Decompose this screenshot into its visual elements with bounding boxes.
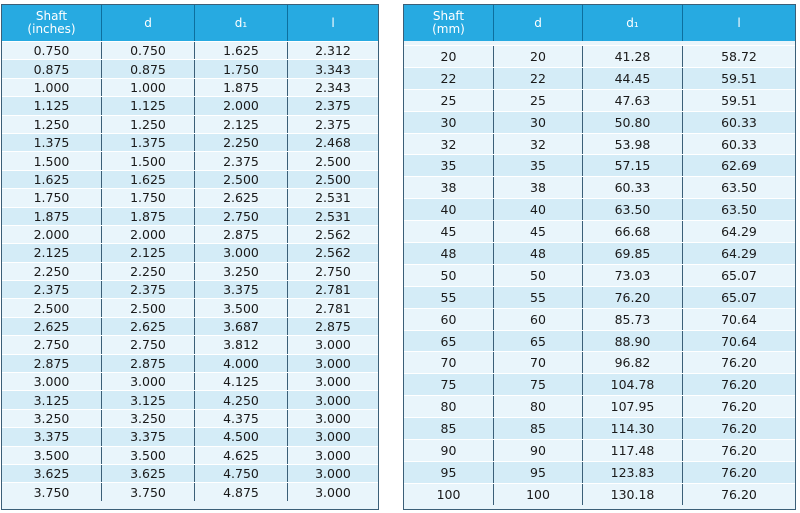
table-row (2, 170, 378, 188)
table-row (2, 207, 378, 225)
table-header (404, 5, 795, 41)
table-cell: 40 (404, 199, 494, 220)
table-row (2, 280, 378, 298)
table-row (404, 242, 795, 264)
table-cell: 3.250 (2, 410, 102, 427)
table-row (2, 225, 378, 243)
header-cell-d: d (494, 5, 583, 41)
table-cell: 3.000 (315, 392, 351, 408)
table-row (404, 351, 795, 373)
table-cell: 2.125 (2, 244, 102, 261)
table-row (404, 286, 795, 308)
table-cell: 2.625 (102, 318, 195, 335)
table-row (2, 372, 378, 390)
table-row (404, 439, 795, 461)
table-cell: 3.000 (315, 374, 351, 390)
table-cell: 2.875 (102, 355, 195, 372)
table-cell: 66.68 (583, 221, 683, 242)
table-cell: 2.500 (102, 299, 195, 316)
table-cell: 96.82 (583, 352, 683, 373)
table-cell: 45 (404, 221, 494, 242)
table-cell: 2.625 (2, 318, 102, 335)
table-cell: 4.625 (195, 447, 288, 464)
table-cell: 65.07 (721, 267, 757, 283)
table-cell: 20 (494, 46, 583, 67)
table-cell: 1.250 (102, 116, 195, 133)
table-cell: 2.750 (195, 208, 288, 225)
table-cell: 2.500 (195, 171, 288, 188)
table-row (404, 67, 795, 89)
table-cell: 100 (404, 484, 494, 505)
table-cell: 76.20 (721, 399, 757, 415)
table-row (2, 354, 378, 372)
table-cell: 1.750 (102, 189, 195, 206)
table-row (404, 45, 795, 67)
table-cell: 114.30 (583, 418, 683, 439)
table-cell: 2.531 (315, 190, 351, 206)
table-row (404, 198, 795, 220)
table-cell: 3.750 (2, 483, 102, 500)
table-cell: 30 (404, 112, 494, 133)
table-cell: 0.875 (102, 60, 195, 77)
table-cell: 60.33 (721, 114, 757, 130)
table-cell: 3.125 (102, 391, 195, 408)
table-cell: 3.000 (195, 244, 288, 261)
table-cell: 22 (494, 68, 583, 89)
table-cell: 70.64 (721, 333, 757, 349)
table-cell: 1.875 (2, 208, 102, 225)
table-cell: 90 (494, 440, 583, 461)
header-cell-d1: d₁ (195, 5, 288, 41)
table-cell: 2.250 (2, 263, 102, 280)
table-row (2, 317, 378, 335)
table-cell: 48 (404, 243, 494, 264)
table-body (404, 41, 795, 505)
table-cell: 25 (494, 90, 583, 111)
table-cell: 41.28 (583, 46, 683, 67)
table-cell: 1.375 (2, 134, 102, 151)
table-row (2, 59, 378, 77)
table-cell: 3.000 (315, 429, 351, 445)
table-row (404, 176, 795, 198)
table-cell: 2.312 (315, 43, 351, 59)
table-cell: 59.51 (721, 92, 757, 108)
table-cell: 40 (494, 199, 583, 220)
table-row (404, 417, 795, 439)
table-cell: 59.51 (721, 70, 757, 86)
table-cell: 44.45 (583, 68, 683, 89)
table-cell: 3.000 (315, 355, 351, 371)
table-cell: 2.375 (195, 152, 288, 169)
table-cell: 65 (494, 331, 583, 352)
table-cell: 2.531 (315, 208, 351, 224)
table-cell: 90 (404, 440, 494, 461)
table-row (404, 483, 795, 505)
table-cell: 4.875 (195, 483, 288, 500)
table-cell: 60.33 (721, 136, 757, 152)
table-cell: 64.29 (721, 245, 757, 261)
header-cell-l: l (331, 15, 335, 30)
table-cell: 75 (404, 374, 494, 395)
table-row (2, 427, 378, 445)
table-cell: 2.562 (315, 245, 351, 261)
table-cell: 1.625 (102, 171, 195, 188)
table-cell: 2.500 (2, 299, 102, 316)
table-cell: 117.48 (583, 440, 683, 461)
table-cell: 2.250 (195, 134, 288, 151)
table-cell: 60 (404, 309, 494, 330)
table-cell: 35 (404, 155, 494, 176)
table-cell: 73.03 (583, 265, 683, 286)
table-row (2, 298, 378, 316)
table-row (2, 335, 378, 353)
table-cell: 104.78 (583, 374, 683, 395)
table-cell: 3.625 (102, 465, 195, 482)
table-cell: 50 (404, 265, 494, 286)
table-cell: 2.468 (315, 135, 351, 151)
table-cell: 2.500 (315, 171, 351, 187)
table-row (404, 395, 795, 417)
table-cell: 20 (404, 46, 494, 67)
table-row (2, 41, 378, 59)
table-cell: 2.375 (102, 281, 195, 298)
table-cell: 32 (494, 134, 583, 155)
table-cell: 76.20 (721, 377, 757, 393)
header-cell-d1: d₁ (583, 5, 683, 41)
table-cell: 2.375 (2, 281, 102, 298)
table-cell: 3.500 (2, 447, 102, 464)
table-cell: 70.64 (721, 311, 757, 327)
table-cell: 3.343 (315, 61, 351, 77)
table-cell: 2.000 (2, 226, 102, 243)
table-cell: 2.500 (315, 153, 351, 169)
table-cell: 76.20 (721, 355, 757, 371)
table-cell: 1.250 (2, 116, 102, 133)
table-cell: 1.750 (2, 189, 102, 206)
table-row (404, 220, 795, 242)
table-cell: 47.63 (583, 90, 683, 111)
header-cell-l: l (737, 15, 741, 30)
table-cell: 76.20 (721, 464, 757, 480)
table-cell: 2.343 (315, 79, 351, 95)
table-cell: 76.20 (583, 287, 683, 308)
table-cell: 3.375 (102, 428, 195, 445)
header-cell-shaft: Shaft (mm) (404, 5, 494, 41)
table-row (404, 111, 795, 133)
table-cell: 85 (404, 418, 494, 439)
table-cell: 35 (494, 155, 583, 176)
table-cell: 95 (404, 462, 494, 483)
table-cell: 3.375 (2, 428, 102, 445)
table-cell: 1.500 (102, 152, 195, 169)
table-row (404, 308, 795, 330)
table-row (2, 409, 378, 427)
table-cell: 70 (404, 352, 494, 373)
table-cell: 63.50 (721, 180, 757, 196)
table-cell: 64.29 (721, 224, 757, 240)
table-row (2, 482, 378, 500)
table-cell: 1.000 (2, 79, 102, 96)
table-cell: 2.875 (315, 319, 351, 335)
header-cell-shaft: Shaft (inches) (2, 5, 102, 41)
table-cell: 76.20 (721, 486, 757, 502)
table-cell: 2.125 (195, 116, 288, 133)
table-row (404, 133, 795, 155)
table-cell: 100 (494, 484, 583, 505)
table-cell: 1.125 (102, 97, 195, 114)
table-row (2, 464, 378, 482)
table-cell: 1.750 (195, 60, 288, 77)
table-header (2, 5, 378, 41)
table-cell: 3.687 (195, 318, 288, 335)
table-cell: 3.000 (2, 373, 102, 390)
table-cell: 2.562 (315, 227, 351, 243)
table-cell: 3.000 (102, 373, 195, 390)
table-cell: 38 (494, 177, 583, 198)
table-cell: 2.750 (102, 336, 195, 353)
table-cell: 1.625 (195, 42, 288, 59)
table-cell: 60 (494, 309, 583, 330)
table-cell: 63.50 (721, 202, 757, 218)
table-cell: 2.781 (315, 282, 351, 298)
table-cell: 80 (404, 396, 494, 417)
table-cell: 3.000 (315, 447, 351, 463)
table-cell: 76.20 (721, 442, 757, 458)
table-cell: 58.72 (721, 48, 757, 64)
table-cell: 1.875 (102, 208, 195, 225)
table-cell: 65.07 (721, 289, 757, 305)
table-cell: 3.000 (315, 411, 351, 426)
table-cell: 85.73 (583, 309, 683, 330)
table-row (2, 262, 378, 280)
table-cell: 76.20 (721, 421, 757, 437)
table-cell: 55 (404, 287, 494, 308)
table-row (2, 96, 378, 114)
table-row (404, 89, 795, 111)
table-cell: 53.98 (583, 134, 683, 155)
table-cell: 2.875 (195, 226, 288, 243)
table-cell: 69.85 (583, 243, 683, 264)
table-cell: 3.500 (195, 299, 288, 316)
table-cell: 50 (494, 265, 583, 286)
table-cell: 48 (494, 243, 583, 264)
table-cell: 22 (404, 68, 494, 89)
table-cell: 3.000 (315, 466, 351, 482)
table-cell: 95 (494, 462, 583, 483)
table-cell: 1.375 (102, 134, 195, 151)
table-cell: 1.125 (2, 97, 102, 114)
table-cell: 2.375 (315, 98, 351, 114)
table-row (404, 264, 795, 286)
table-cell: 2.000 (102, 226, 195, 243)
table-cell: 75 (494, 374, 583, 395)
table-cell: 0.875 (2, 60, 102, 77)
table-cell: 85 (494, 418, 583, 439)
table-cell: 3.000 (315, 484, 351, 500)
table-cell: 45 (494, 221, 583, 242)
table-cell: 0.750 (102, 42, 195, 59)
table-cell: 88.90 (583, 331, 683, 352)
table-cell: 3.000 (315, 337, 351, 353)
table-cell: 80 (494, 396, 583, 417)
table-row (2, 115, 378, 133)
table-cell: 25 (404, 90, 494, 111)
table-cell: 3.625 (2, 465, 102, 482)
table-cell: 3.812 (195, 336, 288, 353)
table-cell: 65 (404, 331, 494, 352)
table-cell: 63.50 (583, 199, 683, 220)
table-cell: 4.500 (195, 428, 288, 445)
table-cell: 107.95 (583, 396, 683, 417)
table-cell: 2.250 (102, 263, 195, 280)
table-cell: 2.000 (195, 97, 288, 114)
table-row (2, 133, 378, 151)
inches-table (1, 4, 379, 510)
table-cell: 2.750 (2, 336, 102, 353)
table-cell: 4.250 (195, 391, 288, 408)
table-cell: 3.250 (195, 263, 288, 280)
table-row (404, 330, 795, 352)
table-row (2, 446, 378, 464)
table-row (2, 78, 378, 96)
table-cell: 3.375 (195, 281, 288, 298)
table-cell: 55 (494, 287, 583, 308)
header-cell-d: d (102, 5, 195, 41)
table-row (2, 390, 378, 408)
table-row (2, 151, 378, 169)
table-cell: 130.18 (583, 484, 683, 505)
table-cell: 2.750 (315, 263, 351, 279)
table-cell: 2.875 (2, 355, 102, 372)
table-cell: 38 (404, 177, 494, 198)
table-cell: 2.125 (102, 244, 195, 261)
table-cell: 2.375 (315, 116, 351, 132)
table-cell: 1.500 (2, 152, 102, 169)
table-cell: 70 (494, 352, 583, 373)
table-cell: 1.625 (2, 171, 102, 188)
table-row (404, 461, 795, 483)
table-cell: 4.125 (195, 373, 288, 390)
table-cell: 57.15 (583, 155, 683, 176)
table-row (2, 243, 378, 261)
mm-table (403, 4, 796, 510)
table-cell: 50.80 (583, 112, 683, 133)
table-cell: 30 (494, 112, 583, 133)
table-cell: 32 (404, 134, 494, 155)
table-cell: 4.000 (195, 355, 288, 372)
table-cell: 0.750 (2, 42, 102, 59)
table-cell: 3.500 (102, 447, 195, 464)
table-row (404, 154, 795, 176)
table-cell: 3.750 (102, 483, 195, 500)
table-cell: 123.83 (583, 462, 683, 483)
table-cell: 60.33 (583, 177, 683, 198)
table-cell: 3.250 (102, 410, 195, 427)
table-cell: 2.781 (315, 300, 351, 316)
table-cell: 1.000 (102, 79, 195, 96)
table-row (404, 373, 795, 395)
table-cell: 4.750 (195, 465, 288, 482)
table-cell: 3.125 (2, 391, 102, 408)
table-cell: 2.625 (195, 189, 288, 206)
table-body (2, 41, 378, 501)
table-cell: 4.375 (195, 410, 288, 427)
table-row (2, 188, 378, 206)
table-cell: 62.69 (721, 158, 757, 174)
table-cell: 1.875 (195, 79, 288, 96)
